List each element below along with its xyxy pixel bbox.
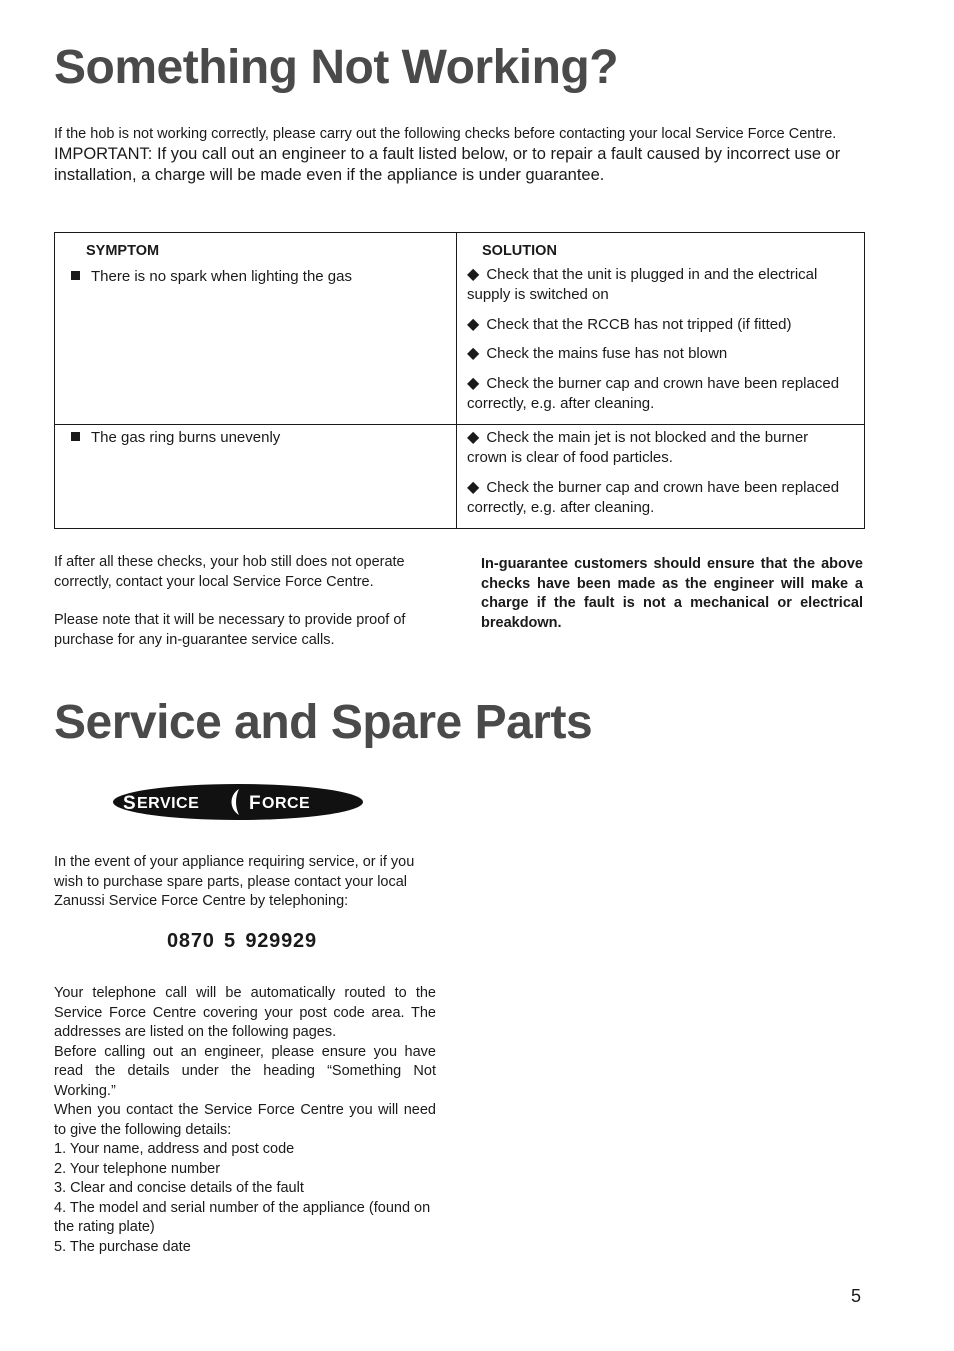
table-row <box>55 233 865 425</box>
service-paragraph: Your telephone call will be automatically routed to the Service Force Centre covering your post code area. The addresses are listed on the following pages. <box>54 985 436 1040</box>
note-paragraph: Please note that it will be necessary to provide proof of purchase for any in-guarantee service calls. <box>54 612 406 648</box>
solution-item: ◆ Check that the RCCB has not tripped (if fitted) <box>467 315 852 336</box>
intro-paragraph: If the hob is not working correctly, please carry out the following checks before contacting your local Service Force Centre. <box>54 126 837 142</box>
symptom-cell <box>55 233 457 425</box>
diamond-bullet-icon: ◆ <box>467 478 480 496</box>
bullet-square-icon <box>71 432 80 441</box>
list-item: 2. Your telephone number <box>54 1160 221 1177</box>
svg-text:ORCE: ORCE <box>262 795 311 812</box>
diamond-bullet-icon: ◆ <box>467 374 480 392</box>
solution-item: ◆ Check the mains fuse has not blown <box>467 344 852 365</box>
service-intro: In the event of your appliance requiring service, or if you wish to purchase spare parts, please contact your local Zanussi Service Force Centre by telephoning: <box>54 854 415 909</box>
important-notice: IMPORTANT: If you call out an engineer to a fault listed below, or to repair a fault caused by incorrect use or installation, a charge will be made even if the appliance is under guarantee. <box>54 145 841 184</box>
list-item: 3. Clear and concise details of the fault <box>54 1180 304 1196</box>
solution-item: ◆ Check the main jet is not blocked and the burner crown is clear of food particles. <box>467 428 809 466</box>
solution-item: ◆ Check that the unit is plugged in and the electrical supply is switched on <box>467 265 818 303</box>
service-instructions <box>54 984 436 1257</box>
note-paragraph: If after all these checks, your hob still does not operate correctly, contact your local Service Force Centre. <box>54 554 405 590</box>
solution-cell <box>457 424 865 528</box>
solution-cell <box>457 233 865 425</box>
diamond-bullet-icon: ◆ <box>467 265 480 283</box>
diamond-bullet-icon: ◆ <box>467 428 480 446</box>
symptom-item <box>55 425 456 449</box>
page-title-something-not-working: Something Not Working? <box>54 41 619 94</box>
list-item: 5. The purchase date <box>54 1238 191 1255</box>
bullet-square-icon <box>71 271 80 280</box>
symptom-header: SYMPTOM <box>86 243 160 259</box>
svg-text:S: S <box>123 793 136 814</box>
service-force-logo <box>112 783 364 821</box>
service-phone-number: 0870 5 929929 <box>167 930 317 952</box>
svg-text:F: F <box>249 793 261 814</box>
diamond-bullet-icon: ◆ <box>467 345 480 362</box>
solution-item: ◆ Check the burner cap and crown have been replaced correctly, e.g. after cleaning. <box>467 374 840 412</box>
symptom-text: There is no spark when lighting the gas <box>91 267 352 285</box>
symptom-text: The gas ring burns unevenly <box>91 428 281 446</box>
symptom-cell <box>55 424 457 528</box>
left-notes <box>54 553 436 650</box>
page-number: 5 <box>851 1286 862 1306</box>
table-row <box>55 424 865 528</box>
intro-block <box>54 124 864 186</box>
service-paragraph: Before calling out an engineer, please ensure you have read the details under the heading “Something Not Working.” <box>54 1043 436 1099</box>
list-item: 1. Your name, address and post code <box>54 1141 295 1157</box>
symptom-item <box>55 262 456 288</box>
list-item: 4. The model and serial number of the appliance (found on the rating plate) <box>54 1199 431 1235</box>
solution-item: ◆ Check the burner cap and crown have been replaced correctly, e.g. after cleaning. <box>467 478 840 516</box>
guarantee-warning: In-guarantee customers should ensure that the above checks have been made as the engineer will make a charge if the fault is not a mechanical or electrical breakdown. <box>481 556 863 631</box>
page-title-service-and-spare-parts: Service and Spare Parts <box>54 696 593 749</box>
troubleshooting-table <box>54 232 865 529</box>
svg-text:ERVICE: ERVICE <box>137 795 200 812</box>
service-paragraph: When you contact the Service Force Centre you will need to give the following details: <box>54 1102 436 1138</box>
diamond-bullet-icon: ◆ <box>467 315 480 333</box>
solution-header: SOLUTION <box>482 243 557 259</box>
